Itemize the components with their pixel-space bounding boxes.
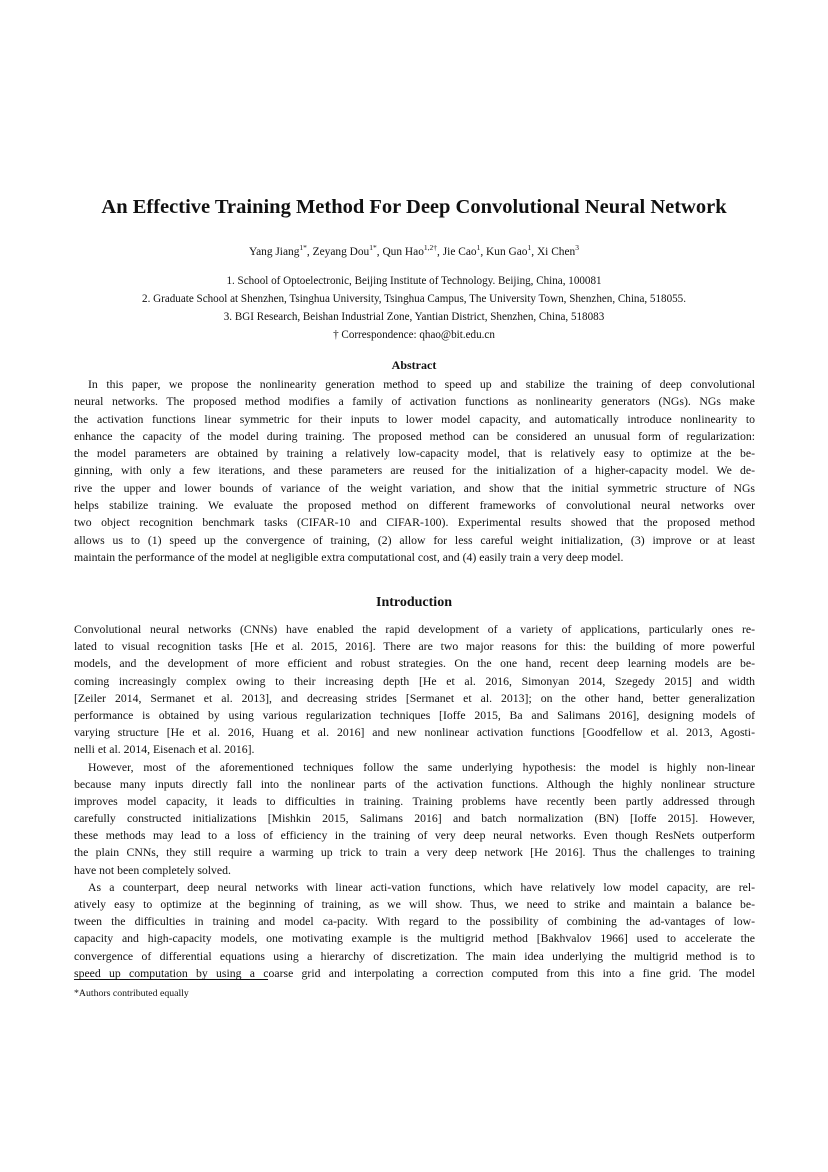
body-line: the plain CNNs, they still require a warming up trick to train a very deep network [He 2016]. Thus the challenges to training: [74, 846, 755, 860]
abstract-line: enhance the capacity of the model during training. The proposed method can be considered an unusual form of regularization:: [74, 429, 755, 443]
introduction-heading: Introduction: [376, 595, 452, 610]
body-line: Convolutional neural networks (CNNs) have enabled the rapid development of a variety of applications, particularly ones re-: [74, 623, 755, 636]
body-line: As a counterpart, deep neural networks with linear acti-vation functions, which have relatively low model capacity, are rel-: [88, 880, 755, 894]
body-line: these methods may lead to a loss of efficiency in the training of very deep neural networks. Even though ResNets outperform: [74, 829, 755, 843]
abstract-line: allows us to (1) speed up the convergence of training, (2) allow for less careful weight initialization, (3) improve or at least: [74, 533, 755, 547]
author-name: Yang Jiang: [248, 245, 300, 258]
body-line: speed up computation by using a coarse grid and interpolating a correction computed from this into a fine grid. The model: [74, 966, 755, 980]
author-name: Jie Cao: [442, 245, 477, 258]
body-line: capacity and high-capacity models, one motivating example is the multigrid method [Bakhvalov 1966] used to accelerate the: [74, 932, 755, 946]
abstract-heading: Abstract: [391, 358, 437, 372]
abstract-line: two object recognition benchmark tasks (CIFAR-10 and CIFAR-100). Experimental results showed that the proposed method: [74, 516, 755, 530]
author-name: Xi Chen: [536, 245, 576, 258]
body-line: However, most of the aforementioned techniques follow the same underlying hypothesis: the model is highly non-linear: [88, 760, 755, 774]
abstract-line: neural networks. The proposed method modifies a family of activation functions as nonlinearity generators (NGs). NGs make: [74, 395, 755, 409]
author-affiliation-mark: 1*: [299, 243, 307, 252]
abstract-line: In this paper, we propose the nonlinearity generation method to speed up and stabilize the training of deep convolutional: [88, 378, 755, 391]
body-line: convergence of differential equations using a hierarchy of discretization. The main idea underlying the multigrid method is to: [74, 949, 755, 963]
body-line: performance is obtained by using various regularization techniques [Ioffe 2015, Ba and Salimans 2016], designing models of: [74, 708, 755, 722]
abstract-line: the activation functions linear symmetric for their inputs to lower model capacity, and automatically introduce nonlinearity to: [74, 412, 755, 426]
body-line: lated to visual recognition tasks [He et al. 2015, 2016]. There are two major reasons for this: the building of more powerful: [74, 640, 755, 654]
body-line: carefully constructed initializations [Mishkin 2015, Salimans 2016] and batch normalization (BN) [Ioffe 2015]. However,: [74, 812, 755, 826]
author-affiliation-mark: 1*: [369, 243, 377, 252]
footnote: *Authors contributed equally: [74, 988, 189, 999]
abstract-line: helps stabilize training. We evaluate the proposed method on different frameworks of convolutional neural networks over: [74, 499, 755, 513]
abstract-body: [74, 376, 755, 566]
affiliation-list: [0, 272, 828, 344]
body-line: improves model capacity, it leads to difficulties in training. Training problems have recently been partly addressed through: [74, 794, 755, 808]
abstract-line: maintain the performance of the model at negligible extra computational cost, and (4) easily train a very deep model.: [74, 550, 624, 564]
body-line: atively easy to optimize at the beginning of training, as we will show. Thus, we need to strike and maintain a balance be-: [74, 898, 755, 911]
author-name: Qun Hao: [382, 245, 424, 258]
author-affiliation-mark: 1: [527, 243, 532, 252]
body-line: have not been completely solved.: [74, 863, 231, 877]
paper-title: An Effective Training Method For Deep Convolutional Neural Network: [101, 196, 727, 218]
author-affiliation-mark: 1,2†: [423, 243, 438, 252]
introduction-body: [74, 621, 755, 982]
abstract-line: the model parameters are obtained by training a relatively low-capacity model, that is relatively easy to optimize at the be-: [74, 447, 755, 461]
author-affiliation-mark: 3: [575, 243, 579, 252]
body-line: coming increasingly complex owing to their increasing depth [He et al. 2016, Simonyan 2014, Szegedy 2015] and width: [74, 674, 755, 688]
author-name: Kun Gao: [486, 245, 528, 258]
author-name: Zeyang Dou: [312, 245, 370, 258]
abstract-line: rive the upper and lower bounds of variance of the weight variation, and show that the initial symmetric structure of NGs: [74, 481, 755, 495]
footnote-rule: [74, 979, 268, 980]
correspondence: † Correspondence: qhao@bit.edu.cn: [333, 329, 495, 341]
body-line: tween the difficulties in training and model ca-pacity. With regard to the possibility of combining the ad-vantages of low-: [74, 915, 755, 929]
affiliation: 3. BGI Research, Beishan Industrial Zone, Yantian District, Shenzhen, China, 518083: [223, 311, 605, 323]
abstract-line: ginning, with only a few iterations, and these parameters are reused for the initialization of a higher-capacity model. We de-: [74, 464, 755, 478]
affiliation: 1. School of Optoelectronic, Beijing Institute of Technology. Beijing, China, 100081: [226, 275, 602, 287]
body-line: because many inputs directly fall into the nonlinear parts of the activation functions. Although the highly nonlinear structure: [74, 777, 755, 791]
author-list: Yang Jiang$^{1*}$, Zeyang Dou$^{1*}$, Qun Hao$^{1,2\dagger}$, Jie Cao$^1$, Kun Gao$^1$, Xi Chen$^3$: [248, 243, 579, 258]
body-line: models, and the development of more efficient and robust strategies. On the one hand, recent deep learning models are be-: [74, 657, 755, 671]
body-line: nelli et al. 2014, Eisenach et al. 2016].: [74, 743, 255, 757]
affiliation: 2. Graduate School at Shenzhen, Tsinghua University, Tsinghua Campus, The University Town, Shenzhen, China, 518055.: [142, 293, 686, 305]
body-line: varying structure [He et al. 2016, Huang et al. 2016] and new nonlinear activation functions [Goodfellow et al. 2013, Agosti-: [74, 726, 755, 740]
author-affiliation-mark: 1: [476, 243, 481, 252]
body-line: [Zeiler 2014, Sermanet et al. 2013], and decreasing strides [Sermanet et al. 2013]; on the other hand, better generalization: [74, 691, 755, 705]
